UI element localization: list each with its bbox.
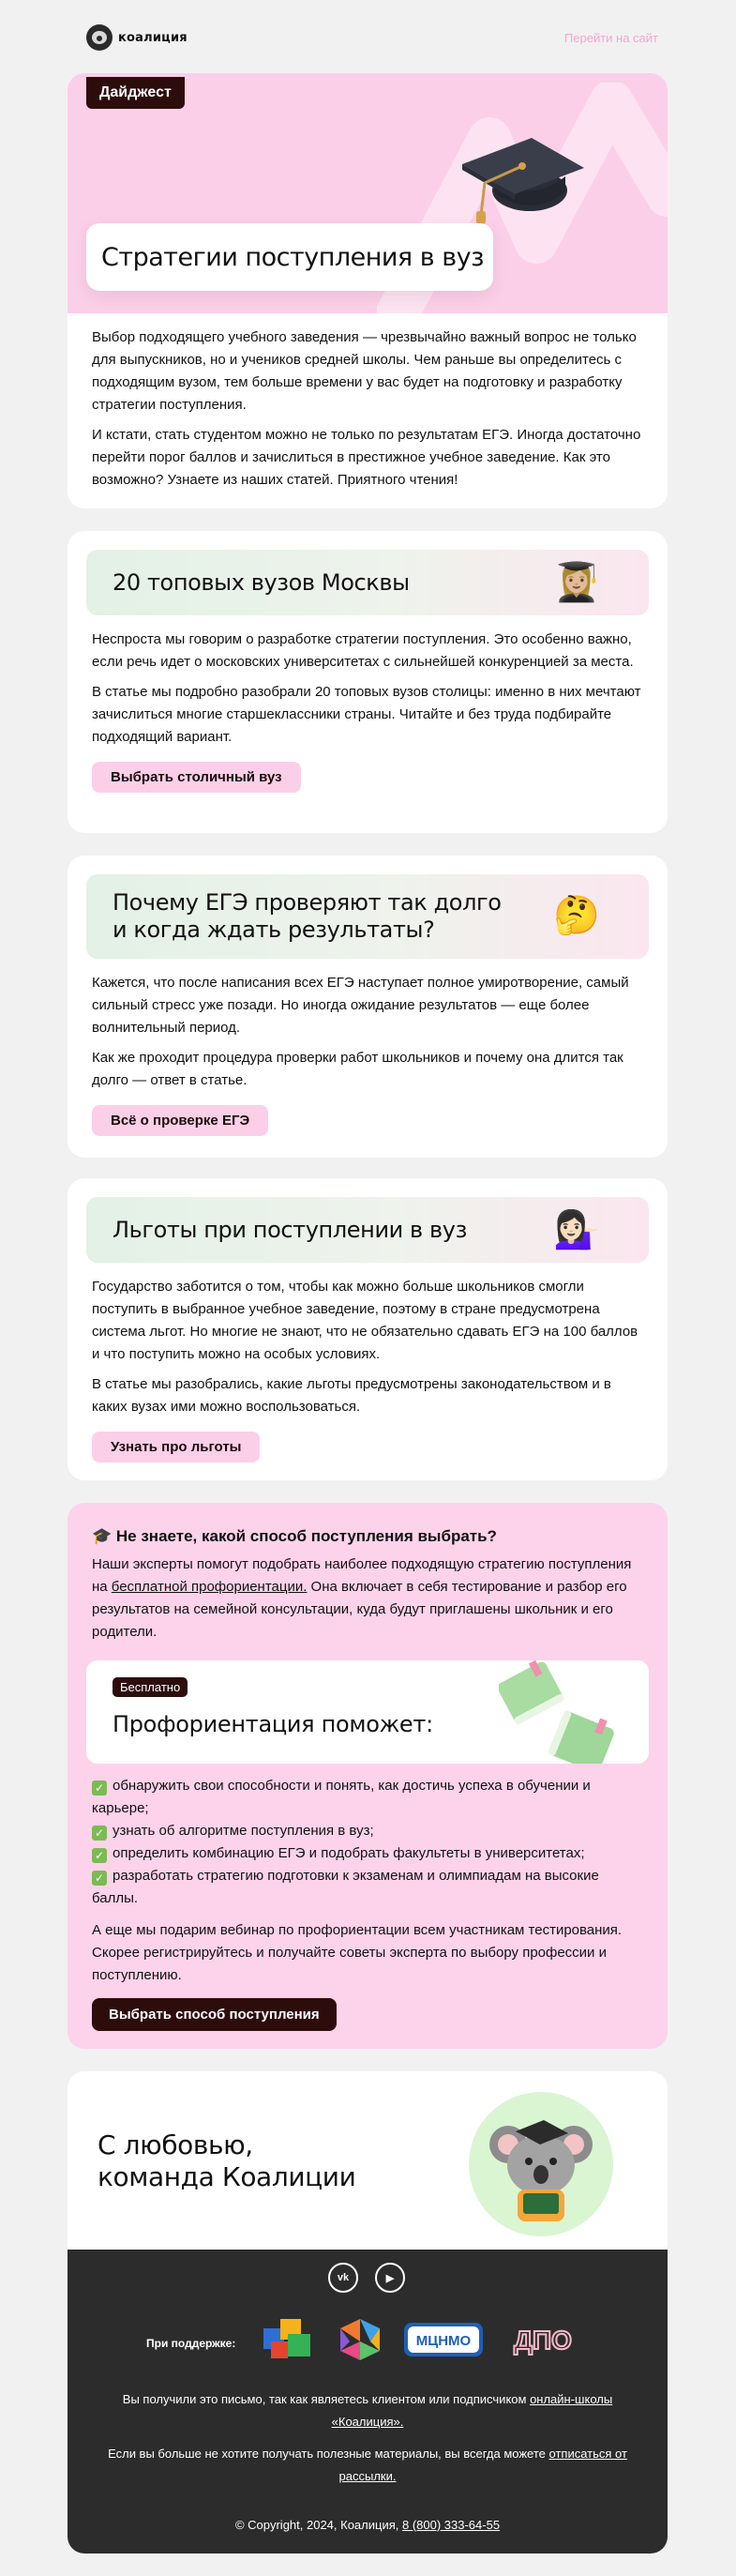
view-in-browser-link[interactable]: Перейти на сайт — [563, 30, 658, 45]
mcnmo-logo-icon[interactable] — [402, 2315, 485, 2364]
article-card-exam-check — [68, 856, 668, 1158]
list-item — [92, 1842, 645, 1865]
article-body — [92, 629, 645, 793]
hero-card — [68, 73, 668, 508]
article-title — [86, 889, 502, 944]
promo-block — [86, 1660, 649, 1764]
koala-mascot-icon — [469, 2092, 613, 2236]
list-item — [92, 1775, 645, 1820]
free-badge: Бесплатно — [113, 1677, 188, 1697]
logo-text: коалиция — [118, 30, 188, 45]
partner-cubes-logo-icon[interactable] — [260, 2315, 318, 2364]
career-guidance-heading: 🎓 Не знаете, какой способ поступления выбрать? — [92, 1527, 497, 1545]
books-icon — [499, 1660, 649, 1764]
partner-petal-logo-icon[interactable] — [333, 2315, 387, 2364]
article-title-line: и когда ждать результаты? — [113, 917, 435, 943]
dpo-logo-text: ДПО — [514, 2326, 572, 2355]
article-paragraph: Как же проходит процедура проверки работ школьников и почему она длится так долго — ответ в статье. — [92, 1050, 623, 1088]
signoff-text — [98, 2129, 355, 2193]
article-paragraph: В статье мы разобрались, какие льготы предусмотрены законодательством и в каких вузах ими можно воспользоваться. — [92, 1376, 611, 1415]
koala-logo-icon — [86, 24, 113, 51]
top-bar — [86, 23, 658, 53]
phone-link[interactable]: 8 (800) 333-64-55 — [401, 2518, 501, 2532]
list-item — [92, 1865, 645, 1910]
youtube-icon[interactable]: ▶ — [375, 2263, 405, 2293]
list-item-text: узнать об алгоритме поступления в вуз; — [113, 1823, 374, 1839]
hero-paragraph: И кстати, стать студентом можно не только по результатам ЕГЭ. Иногда достаточно перейти порог баллов и зачислиться в престижное учебное заведение. Как это возможно? Узнаете из наших статей. Приятного чтения! — [92, 427, 641, 488]
career-guidance-outro: А еще мы подарим вебинар по профориентации всем участникам тестирования. Скорее регистрируйтесь и получайте советы эксперта по выбору профессии и поступлению. — [92, 1922, 623, 1983]
article-title-line: Почему ЕГЭ проверяют так долго — [113, 889, 502, 916]
article-body — [92, 1276, 645, 1462]
career-guidance-text — [92, 1553, 645, 1644]
digest-badge: Дайджест — [86, 77, 185, 109]
logo[interactable] — [86, 24, 188, 51]
article-body — [92, 972, 645, 1136]
vk-icon[interactable]: vk — [328, 2263, 358, 2293]
check-mark-icon: ✓ — [92, 1848, 107, 1863]
footer — [68, 2250, 668, 2553]
check-mark-icon: ✓ — [92, 1780, 107, 1796]
unsubscribe-link[interactable]: отписаться от рассылки. — [338, 2447, 627, 2483]
choose-admission-method-button[interactable]: Выбрать способ поступления — [92, 1998, 337, 2031]
signoff-line: команда Коалиции — [98, 2161, 356, 2192]
text-fragment: Если вы больше не хотите получать полезные материалы, вы всегда можете — [108, 2447, 549, 2461]
list-item — [92, 1820, 645, 1842]
article-header — [86, 1197, 649, 1263]
benefits-list — [92, 1775, 645, 1910]
woman-tipping-hand-icon: 💁🏻‍♀️ — [553, 1208, 600, 1251]
article-title: 20 топовых вузов Москвы — [113, 568, 410, 596]
list-item-text: определить комбинацию ЕГЭ и подобрать факультеты в университетах; — [113, 1845, 585, 1861]
copyright — [96, 2514, 639, 2537]
unsubscribe-notice — [96, 2443, 639, 2488]
support-label: При поддержке: — [146, 2337, 236, 2350]
partner-logos — [260, 2315, 586, 2364]
article-paragraph: Государство заботится о том, чтобы как можно больше школьников смогли поступить в выбранное учебное заведение, поэтому в стране предусмотрена система льгот. Но многие не знают, что не обязательно сдавать ЕГЭ на 100 баллов и что поступить можно на особых условиях. — [92, 1279, 638, 1362]
check-mark-icon: ✓ — [92, 1871, 107, 1886]
graduation-cap-icon — [457, 125, 588, 228]
subscription-notice — [96, 2388, 639, 2433]
free-career-guidance-link[interactable]: бесплатной профориентации. — [111, 1579, 308, 1595]
dpo-logo-icon[interactable] — [500, 2315, 586, 2364]
thinking-face-icon: 🤔 — [553, 894, 600, 937]
text-fragment: Она включает в себя тестирование и разбор его результатов на семейной консультации, куда будут приглашены школьник и его родители. — [92, 1579, 627, 1640]
signoff-line: С любовью, — [98, 2129, 253, 2160]
school-link[interactable]: онлайн-школы «Коалиция». — [331, 2392, 613, 2429]
list-item-text: обнаружить свои способности и понять, как достичь успеха в обучении и карьере; — [92, 1778, 591, 1816]
career-guidance-intro — [92, 1525, 645, 1644]
article-header — [86, 550, 649, 615]
benefits-button[interactable]: Узнать про льготы — [92, 1432, 260, 1462]
social-links — [328, 2263, 405, 2293]
text-fragment: Вы получили это письмо, так как являетесь клиентом или подписчиком — [122, 2392, 531, 2406]
article-card-benefits — [68, 1178, 668, 1480]
copyright-text: © Copyright, 2024, Коалиция, — [234, 2518, 402, 2532]
article-paragraph: Кажется, что после написания всех ЕГЭ наступает полное умиротворение, самый сильный стресс уже позади. Но иногда ожидание результатов — еще более волнительный период. — [92, 975, 629, 1036]
article-paragraph: В статье мы подробно разобрали 20 топовых вузов столицы: именно в них мечтают зачислиться многие старшеклассники страны. Читайте и без труда подбирайте подходящий вариант. — [92, 684, 641, 745]
hero-banner — [68, 73, 668, 313]
signoff-card — [68, 2071, 668, 2250]
hero-paragraph: Выбор подходящего учебного заведения — чрезвычайно важный вопрос не только для выпускников, но и учеников средней школы. Чем раньше вы определитесь с подходящим вузом, тем больше времени у вас будет на подготовку и разработку стратегии поступления. — [92, 329, 637, 413]
exam-check-button[interactable]: Всё о проверке ЕГЭ — [92, 1105, 268, 1136]
check-mark-icon: ✓ — [92, 1826, 107, 1841]
text-fragment: Наши эксперты помогут подобрать наиболее подходящую стратегию поступления на — [92, 1556, 632, 1595]
article-header — [86, 874, 649, 959]
list-item-text: разработать стратегию подготовки к экзаменам и олимпиадам на высокие баллы. — [92, 1868, 599, 1906]
choose-capital-university-button[interactable]: Выбрать столичный вуз — [92, 762, 301, 793]
article-paragraph: Неспроста мы говорим о разработке стратегии поступления. Это особенно важно, если речь идет о московских университетах с сильнейшей конкуренцией за места. — [92, 631, 634, 670]
article-card-top-universities — [68, 531, 668, 833]
career-guidance-card — [68, 1503, 668, 2049]
hero-text — [92, 326, 645, 492]
article-title: Льготы при поступлении в вуз — [113, 1216, 467, 1243]
student-emoji-icon: 👩🏼‍🎓 — [553, 561, 600, 604]
page-title: Стратегии поступления в вуз — [101, 242, 484, 272]
promo-title: Профориентация поможет: — [113, 1711, 433, 1737]
hero-title-box — [86, 223, 493, 291]
mcnmo-logo-text: МЦНМО — [415, 2333, 472, 2349]
